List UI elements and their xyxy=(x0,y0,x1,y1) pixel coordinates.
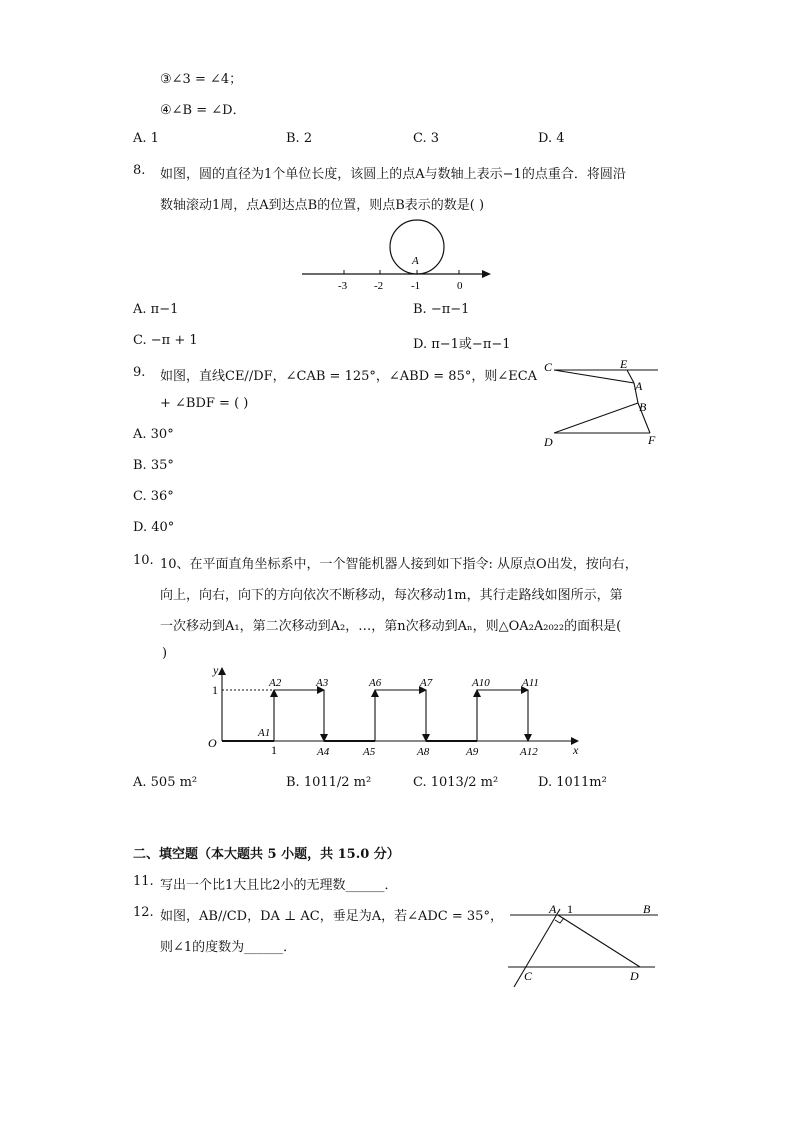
point-c-label: C xyxy=(544,360,553,374)
point-a11-label: A11 xyxy=(522,677,539,689)
q10-option-c: C. 1013/2 m² xyxy=(413,775,499,790)
tick-label: 0 xyxy=(457,280,463,292)
y-axis-label: y xyxy=(213,663,219,677)
segment-ca xyxy=(554,370,634,383)
q8-option-b: B. −π−1 xyxy=(413,302,470,317)
point-d-label: D xyxy=(544,435,553,449)
q10-option-d: D. 1011m² xyxy=(538,775,607,790)
point-e-label: E xyxy=(620,357,628,371)
q9-option-a: A. 30° xyxy=(133,427,174,442)
q8-text-line1: 如图，圆的直径为1个单位长度，该圆上的点A与数轴上表示−1的点重合．将圆沿 xyxy=(160,167,626,182)
segment-ea xyxy=(627,370,634,383)
q9-option-b: B. 35° xyxy=(133,458,174,473)
point-a10-label: A10 xyxy=(472,677,490,689)
point-a9-label: A9 xyxy=(466,746,479,758)
x-tick-label: 1 xyxy=(271,743,277,757)
point-a-label: A xyxy=(412,255,419,267)
q8-text-line2: 数轴滚动1周，点A到达点B的位置，则点B表示的数是( ) xyxy=(160,198,485,213)
point-a2-label: A2 xyxy=(269,677,282,689)
point-a7-label: A7 xyxy=(420,677,433,689)
point-a-label: A xyxy=(549,902,557,916)
q8-option-a: A. π−1 xyxy=(133,302,179,317)
q7-statement-4: ④∠B = ∠D． xyxy=(160,103,246,118)
q9-option-d: D. 40° xyxy=(133,520,175,535)
y-tick-label: 1 xyxy=(212,683,218,697)
q7-option-b: B. 2 xyxy=(286,131,313,146)
tick-label: -2 xyxy=(374,280,384,292)
point-a3-label: A3 xyxy=(316,677,329,689)
q8-number: 8. xyxy=(133,163,146,178)
q12-text-line2: 则∠1的度数为______． xyxy=(160,940,297,955)
point-f-label: F xyxy=(648,433,656,447)
point-a12-label: A12 xyxy=(520,746,538,758)
q9-parallel-lines-figure xyxy=(540,355,665,450)
q10-text-line4: ) xyxy=(162,646,168,661)
point-a6-label: A6 xyxy=(369,677,382,689)
point-a-label: A xyxy=(635,379,643,393)
point-b-label: B xyxy=(643,902,651,916)
origin-label: O xyxy=(208,736,217,750)
q11-number: 11. xyxy=(133,874,154,889)
q7-option-a: A. 1 xyxy=(133,131,159,146)
q9-option-c: C. 36° xyxy=(133,489,174,504)
right-angle-mark xyxy=(555,918,564,923)
q10-text-line3: 一次移动到A₁，第二次移动到A₂，…，第n次移动到Aₙ，则△OA₂A₂₀₂₂的面积是( xyxy=(160,619,622,634)
q9-number: 9. xyxy=(133,365,146,380)
q8-option-d: D. π−1或−π−1 xyxy=(413,337,511,352)
point-a5-label: A5 xyxy=(363,746,376,758)
point-b-label: B xyxy=(639,400,647,414)
q9-text-line2: + ∠BDF = ( ) xyxy=(160,396,249,411)
point-c-label: C xyxy=(524,969,533,983)
q7-statement-3: ③∠3 = ∠4； xyxy=(160,72,243,87)
segment-ad xyxy=(558,915,640,967)
q12-number: 12. xyxy=(133,905,154,920)
q10-option-a: A. 505 m² xyxy=(133,775,198,790)
q10-robot-path-figure xyxy=(200,660,595,760)
x-axis-label: x xyxy=(573,743,579,757)
segment-bd xyxy=(554,403,638,433)
tick-label: -1 xyxy=(411,280,421,292)
q7-option-d: D. 4 xyxy=(538,131,565,146)
q10-text-line2: 向上，向右，向下的方向依次不断移动，每次移动1m，其行走路线如图所示，第 xyxy=(160,588,623,603)
axis-arrow-icon xyxy=(482,270,491,278)
point-d-label: D xyxy=(630,969,639,983)
point-a8-label: A8 xyxy=(417,746,430,758)
tick-label: -3 xyxy=(338,280,348,292)
line-ac xyxy=(514,909,560,987)
angle-1-label: 1 xyxy=(567,902,573,916)
section-title: 二、填空题（本大题共 5 小题，共 15.0 分） xyxy=(133,847,400,862)
point-a1-label: A1 xyxy=(258,727,271,739)
q10-option-b: B. 1011/2 m² xyxy=(286,775,372,790)
q8-number-line-figure xyxy=(296,215,501,295)
q8-option-c: C. −π + 1 xyxy=(133,333,198,348)
q10-text-line1: 10、在平面直角坐标系中，一个智能机器人接到如下指令: 从原点O出发，按向右， xyxy=(160,557,638,572)
q9-text-line1: 如图，直线CE//DF，∠CAB = 125°，∠ABD = 85°，则∠ECA xyxy=(160,369,538,384)
point-a4-label: A4 xyxy=(317,746,330,758)
q7-option-c: C. 3 xyxy=(413,131,440,146)
q12-geometry-figure xyxy=(500,898,665,993)
q10-number: 10. xyxy=(133,553,154,568)
q12-text-line1: 如图，AB//CD，DA ⊥ AC，垂足为A，若∠ADC = 35°， xyxy=(160,909,503,924)
q11-text: 写出一个比1大且比2小的无理数______． xyxy=(160,878,398,893)
